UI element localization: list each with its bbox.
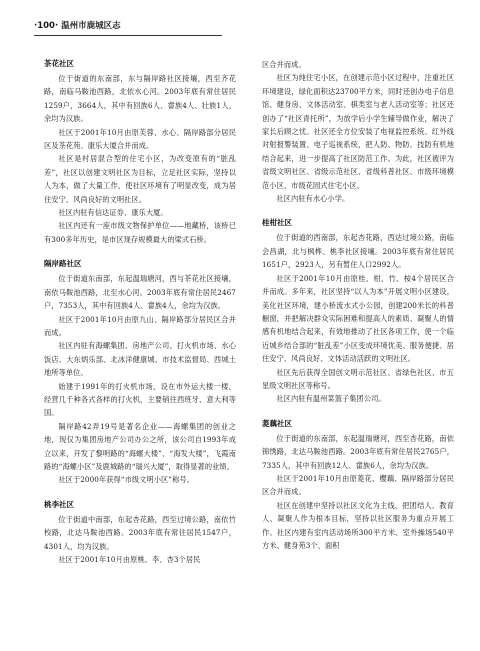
paragraph: 区合并而成。 — [262, 60, 306, 69]
paragraph: 社区于2000年获得“市级文明小区”称号。 — [58, 475, 194, 485]
paragraph: 社区内驻有温州菜篮子集团公司。 — [276, 394, 386, 404]
paragraph: 社区于2001年10月由原九山、隔岸路部分居民区合并而成。 — [44, 314, 236, 337]
paragraph: 社区内驻有信达证券、康乐大厦。 — [58, 208, 168, 218]
book-title: 温州市鹿城区志 — [61, 21, 121, 31]
paragraph: 社区内驻有水心小学。 — [276, 194, 350, 204]
paragraph: 社区是村居混合型的住宅小区，为改变原有的“脏乱差”，社区以创建文明社区为目标，立足社区实际，坚持以人为本，做了大量工作，使社区环境有了明显改变，成为居住安宁、风尚良好的文明社区。 — [44, 154, 236, 204]
paragraph: 始建于1991年的打火机市场，设在市外运大楼一楼，经营几千种各式各样的打火机，主要销往西班牙、意大利等国。 — [44, 381, 236, 418]
section-title: 桃李社区 — [44, 499, 74, 509]
paragraph: 位于街道的东南部，东与隔岸路社区接壤，西至齐花路，南临马鞍池西路，北依水心河。2003年底有常住居民1259户，3664人，其中有回族6人、畲族4人、壮族1人，余均为汉族。 — [44, 74, 236, 124]
paragraph: 社区内还有一座市级文物保护单位——地藏桥，该桥已有300多年历史，是市区现存规模最大的梁式石桥。 — [44, 221, 236, 244]
paragraph: 社区内驻有海螺集团、房地产公司、打火机市场、水心饭店、大东炳乐部、北冰洋健康城、市技术监督局、西城土地所等单位。 — [44, 341, 236, 378]
section-gap — [44, 487, 236, 499]
header-rule — [34, 35, 222, 36]
paragraph: 社区于2001年10月由原芙蓉、水心、隔岸路部分居民区及茶花苑、康乐大厦合并而成。 — [44, 127, 236, 151]
section-gap — [262, 406, 454, 418]
paragraph: 社区在创建中坚持以社区文化为主线，把团结人、教育人、凝聚人作为根本目标，坚持以社区服务为重点开展工作。社区内建有室内活动场所300平方米、室外操场540平方米、健身苑3个、面积 — [262, 500, 454, 550]
right-column — [262, 58, 454, 552]
paragraph: 社区于2001年10月由原桂、柑、竹、桉4个居民区合并而成。多年来，社区坚持“以人为本”开展文明小区建设，美化社区环境，建小桥流水式小公园，创建200米长的科普橱窗，并把解决群众实际困难和提高人的素质、凝聚人的情感有机地结合起来，有效地推动了社区各项工作，使一个临近城乡结合部的“脏乱差”小区变成环境优美、服务便捷、居住安宁、风尚良好、文体活动活跃的文明社区。 — [262, 273, 454, 364]
paragraph: 隔岸路42弄19号是著名企业——海螺集团的创业之地，现仅为集团房地产公司办公之所，该公司自1993年成立以来，开发了黎明路的“海螺大楼”、“海发大楼”，飞霞南路的“海螺小区”及鹿城路的“瑞兴大厦”，取得显著的业绩。 — [44, 421, 236, 471]
paragraph: 位于街道的西南部，东起杏花路，西达过境公路，南临会昌湖，北与枫桦、桃李社区接壤。2003年底有常住居民1651户，2923人，另有暂住人口2992人。 — [262, 233, 454, 270]
paragraph: 社区于2001年10月由原菱花、樱藕、隔岸路部分居民区合并而成。 — [262, 473, 454, 497]
running-header — [34, 20, 222, 32]
section-title: 桂柑社区 — [262, 218, 292, 228]
section-title: 菱藕社区 — [262, 418, 292, 428]
section-gap — [44, 246, 236, 258]
paragraph: 社区为纯住宅小区，在创建示范小区过程中，注重社区环境建设，绿化面积达23700平方米，同时还创办电子信息馆、健身房、文体活动室、棋类室与老人活动室等；社区还创办了“社区青托所”，为放学后小学生辅导做作业，解决了家长后顾之忧。社区还全方位安装了电视监控系统、红外线对射报警装置、电子巡视系统，把人防、物防、技防有机地结合起来，进一步提高了社区防范工作。为此，社区被评为省级文明社区、省级示范社区、省级科普社区、市级环境模范小区、市级花园式住宅小区。 — [262, 73, 454, 190]
paragraph: 社区于2001年10月由原桃、李、杏3个居民 — [58, 555, 201, 564]
section-title: 茶花社区 — [44, 59, 74, 68]
paragraph: 位于街道东南部，东起温瑞塘河，西与茶花社区接壤，南依马鞍池西路，北至水心河。2003年底有常住居民2467户，7353人，其中有回族4人、畲族4人，余均为汉族。 — [44, 274, 236, 311]
page-number: ·100· — [34, 21, 59, 31]
section-gap — [262, 205, 454, 217]
paragraph: 位于街道的东南部，东起温瑞塘河，西至杏花路，南依锦绣路，北达马鞍池西路。2003年底有常住居民2765户，7335人，其中有回族12人、畲族6人，余均为汉族。 — [262, 433, 454, 470]
paragraph: 位于街道中南部，东起杏花路，西至过境公路，南依竹校路，北达马鞍池西路。2003年底有常住居民1547户，4301人，均为汉族。 — [44, 514, 236, 551]
left-column — [44, 58, 236, 566]
paragraph: 社区先后获得全国创文明示范社区、省绿色社区、市五星级文明社区等称号。 — [262, 367, 454, 390]
section-title: 隔岸路社区 — [44, 259, 82, 269]
